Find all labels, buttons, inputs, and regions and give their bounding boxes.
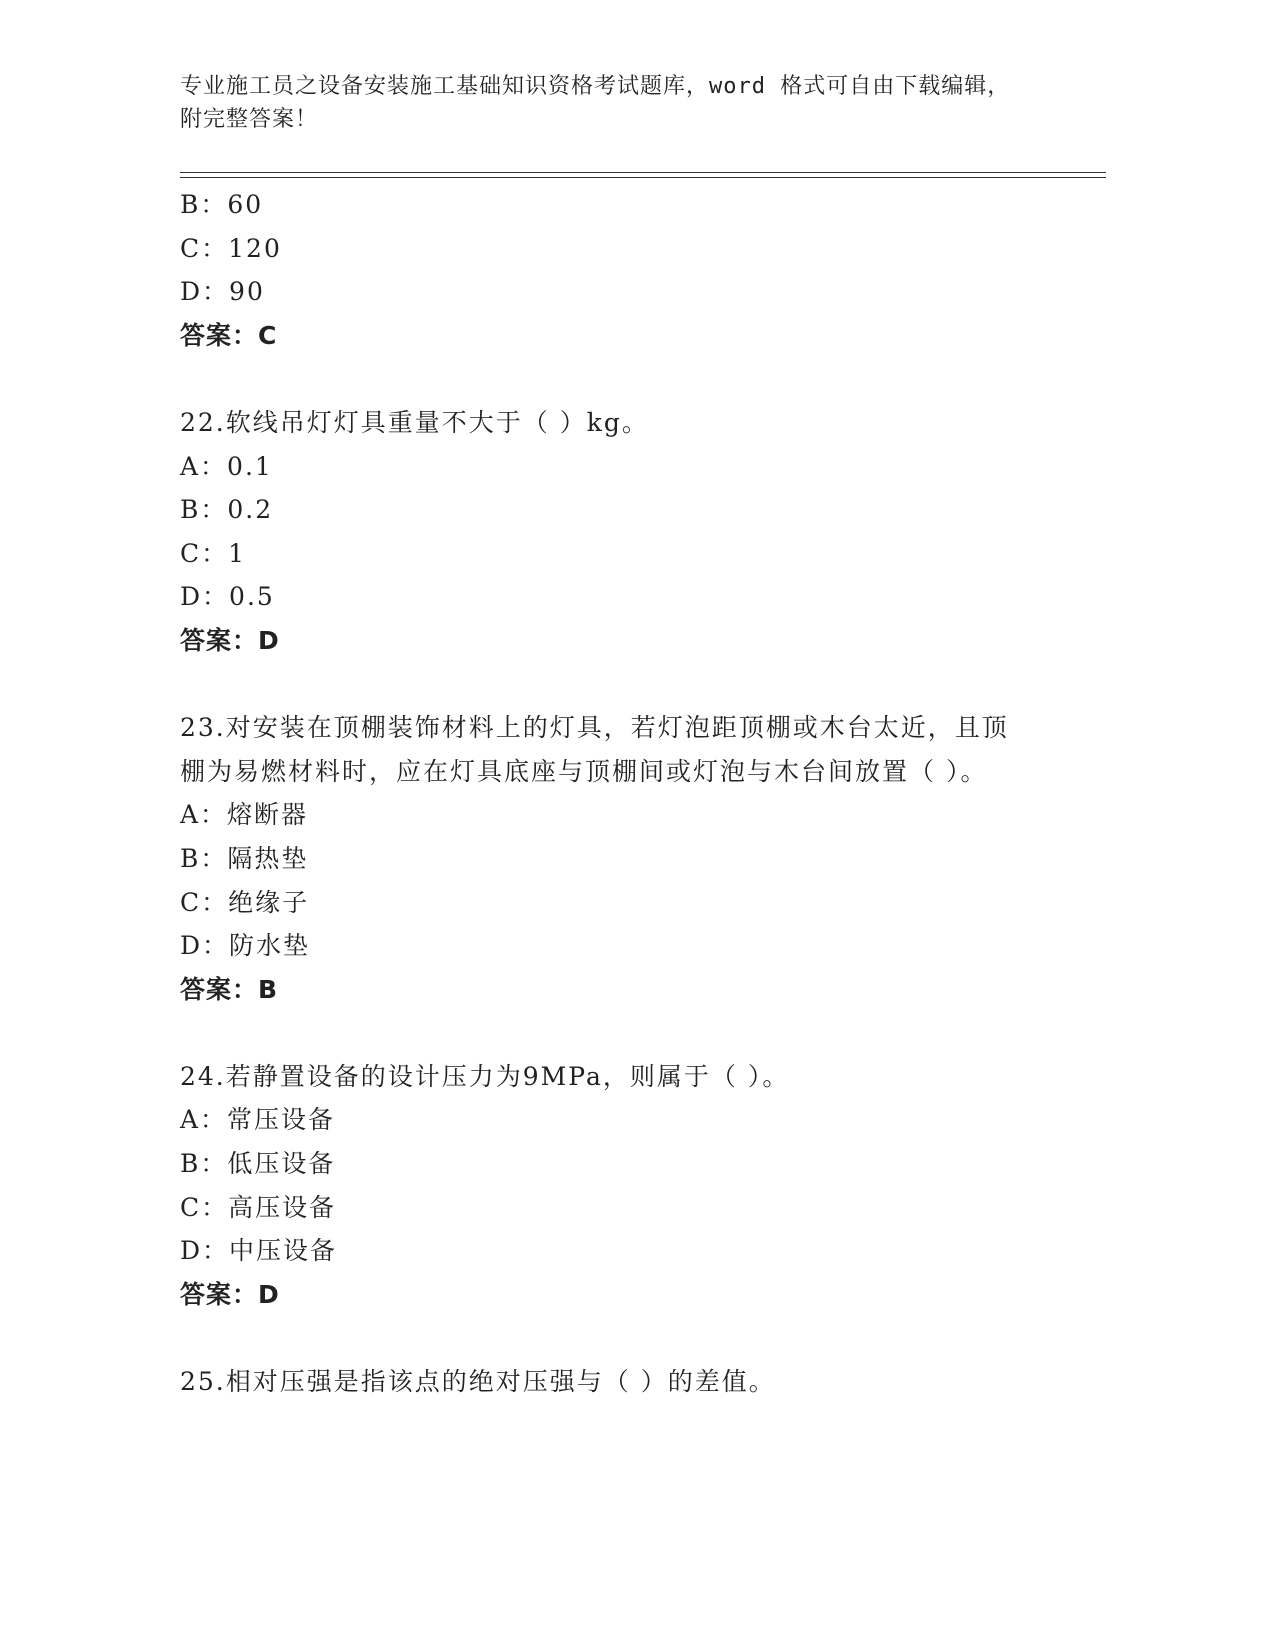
question-block-22 [180,401,1080,663]
option-line: D：中压设备 [180,1236,338,1266]
question-block-continued [180,183,1080,357]
option-line: A：0.1 [180,451,273,481]
option-line: D：防水垫 [180,931,311,961]
option-line: C：1 [180,538,247,568]
question-block-24 [180,1055,1080,1317]
header-divider-bottom [180,177,1106,178]
spacer [180,663,1080,707]
option-line: B：隔热垫 [180,843,309,873]
option-line: A：常压设备 [180,1105,336,1135]
answer-line: 答案：B [180,974,279,1004]
spacer [180,1011,1080,1055]
option-line: C：120 [180,233,282,263]
document-body [180,183,1080,1404]
question-block-23 [180,706,1080,1011]
question-stem: 25.相对压强是指该点的绝对压强与（ ）的差值。 [180,1367,776,1397]
spacer [180,357,1080,401]
question-stem: 24.若静置设备的设计压力为9MPa，则属于（ ）。 [180,1061,790,1091]
header-divider-top [180,172,1106,173]
option-line: D：90 [180,277,265,307]
option-line: B：0.2 [180,495,274,525]
question-block-25 [180,1360,1080,1404]
answer-line: 答案：C [180,320,278,350]
header-line-1: 专业施工员之设备安装施工基础知识资格考试题库，word 格式可自由下载编辑， [180,74,1011,99]
spacer [180,1316,1080,1360]
answer-line: 答案：D [180,625,280,655]
option-line: C：高压设备 [180,1192,337,1222]
option-line: B：低压设备 [180,1149,336,1179]
option-line: C：绝缘子 [180,887,310,917]
option-line: B：60 [180,190,264,219]
question-stem: 棚为易燃材料时，应在灯具底座与顶棚间或灯泡与木台间放置（ ）。 [180,756,988,786]
page-header [180,70,1080,136]
option-line: D：0.5 [180,582,275,612]
option-line: A：熔断器 [180,800,309,830]
question-stem: 22.软线吊灯灯具重量不大于（ ）kg。 [180,407,649,437]
question-stem: 23.对安装在顶棚装饰材料上的灯具，若灯泡距顶棚或木台太近，且顶 [180,713,1009,743]
header-line-2: 附完整答案！ [180,107,319,132]
answer-line: 答案：D [180,1279,280,1309]
